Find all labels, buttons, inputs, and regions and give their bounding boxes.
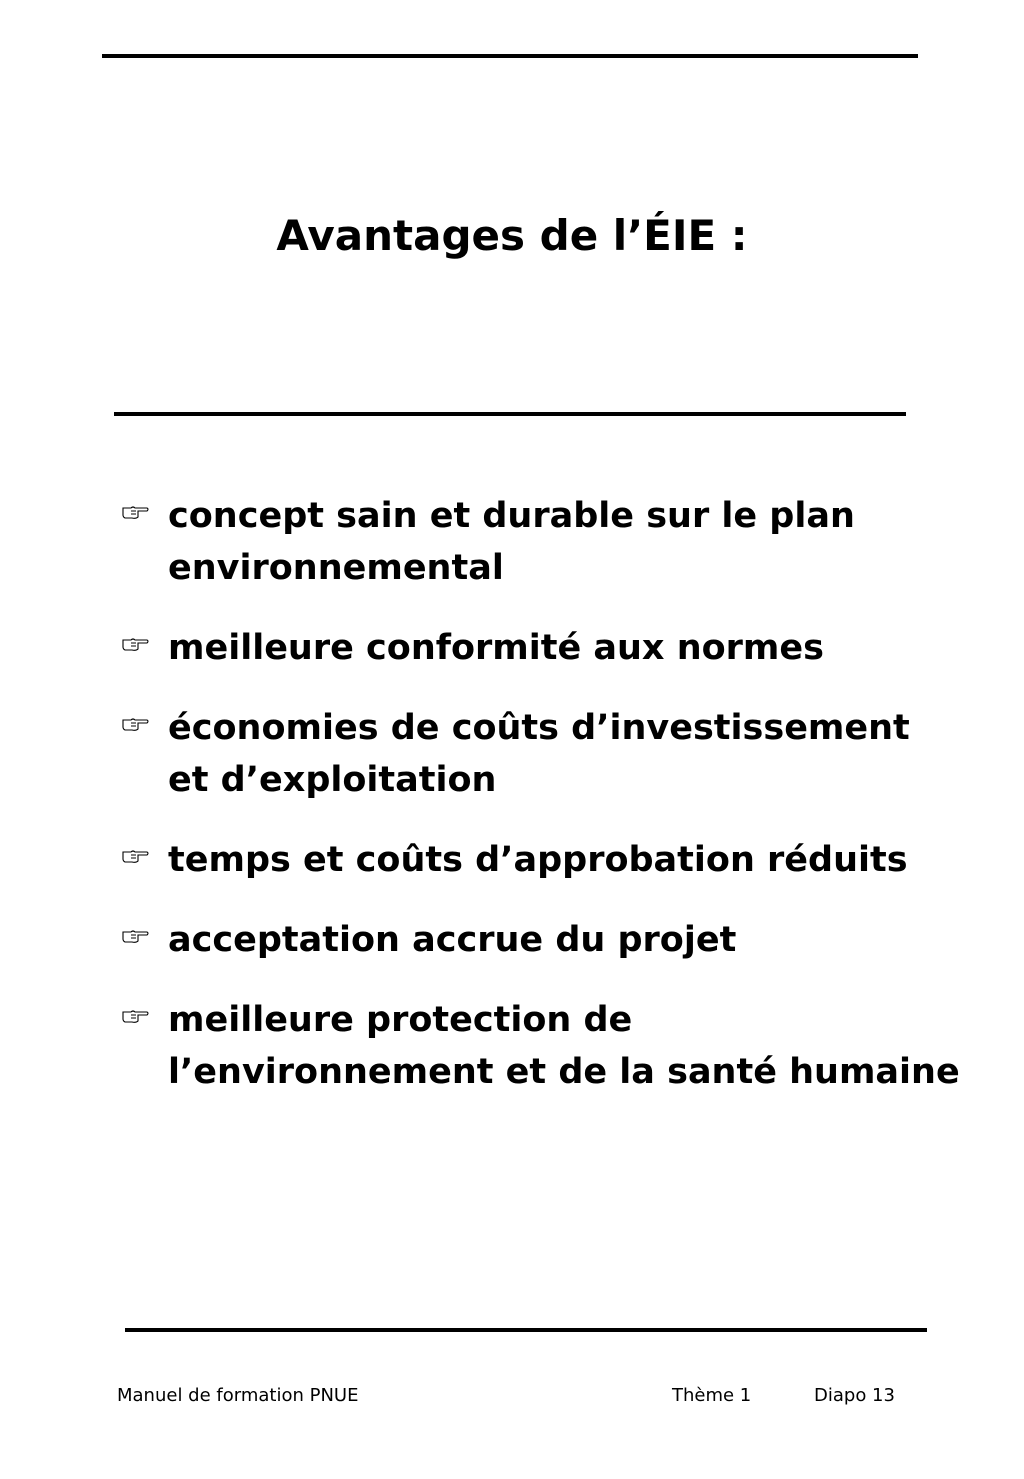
title-divider: [114, 412, 906, 416]
pointing-hand-icon: [122, 928, 150, 944]
footer-divider: [125, 1328, 927, 1332]
pointing-hand-icon: [122, 716, 150, 732]
bullet-text-line: meilleure protection de: [168, 1000, 633, 1040]
footer-theme: Thème 1: [672, 1385, 752, 1406]
pointing-hand-icon: [122, 636, 150, 652]
pointing-hand-icon: [122, 848, 150, 864]
bullet-text-line: concept sain et durable sur le plan: [168, 496, 855, 536]
bullet-list: [122, 490, 960, 1126]
bullet-text-line: acceptation accrue du projet: [168, 920, 737, 960]
list-item: [122, 702, 922, 806]
bullet-text-line: meilleure conformité aux normes: [168, 628, 824, 668]
bullet-text-line: environnemental: [168, 548, 504, 588]
list-item: [122, 994, 960, 1098]
bullet-text-line: l’environnement et de la santé humaine: [168, 1052, 960, 1092]
pointing-hand-icon: [122, 504, 150, 520]
list-item: [122, 490, 922, 594]
pointing-hand-icon: [122, 1008, 150, 1024]
footer-manual-name: Manuel de formation PNUE: [117, 1385, 359, 1406]
top-divider: [102, 54, 918, 58]
bullet-text-line: économies de coûts d’investissement: [168, 708, 910, 748]
list-item: [122, 834, 922, 886]
bullet-text-line: et d’exploitation: [168, 760, 497, 800]
page-title: Avantages de l’ÉIE :: [276, 211, 748, 260]
footer-slide-number: Diapo 13: [814, 1385, 895, 1406]
list-item: [122, 622, 922, 674]
bullet-text-line: temps et coûts d’approbation réduits: [168, 840, 908, 880]
list-item: [122, 914, 922, 966]
